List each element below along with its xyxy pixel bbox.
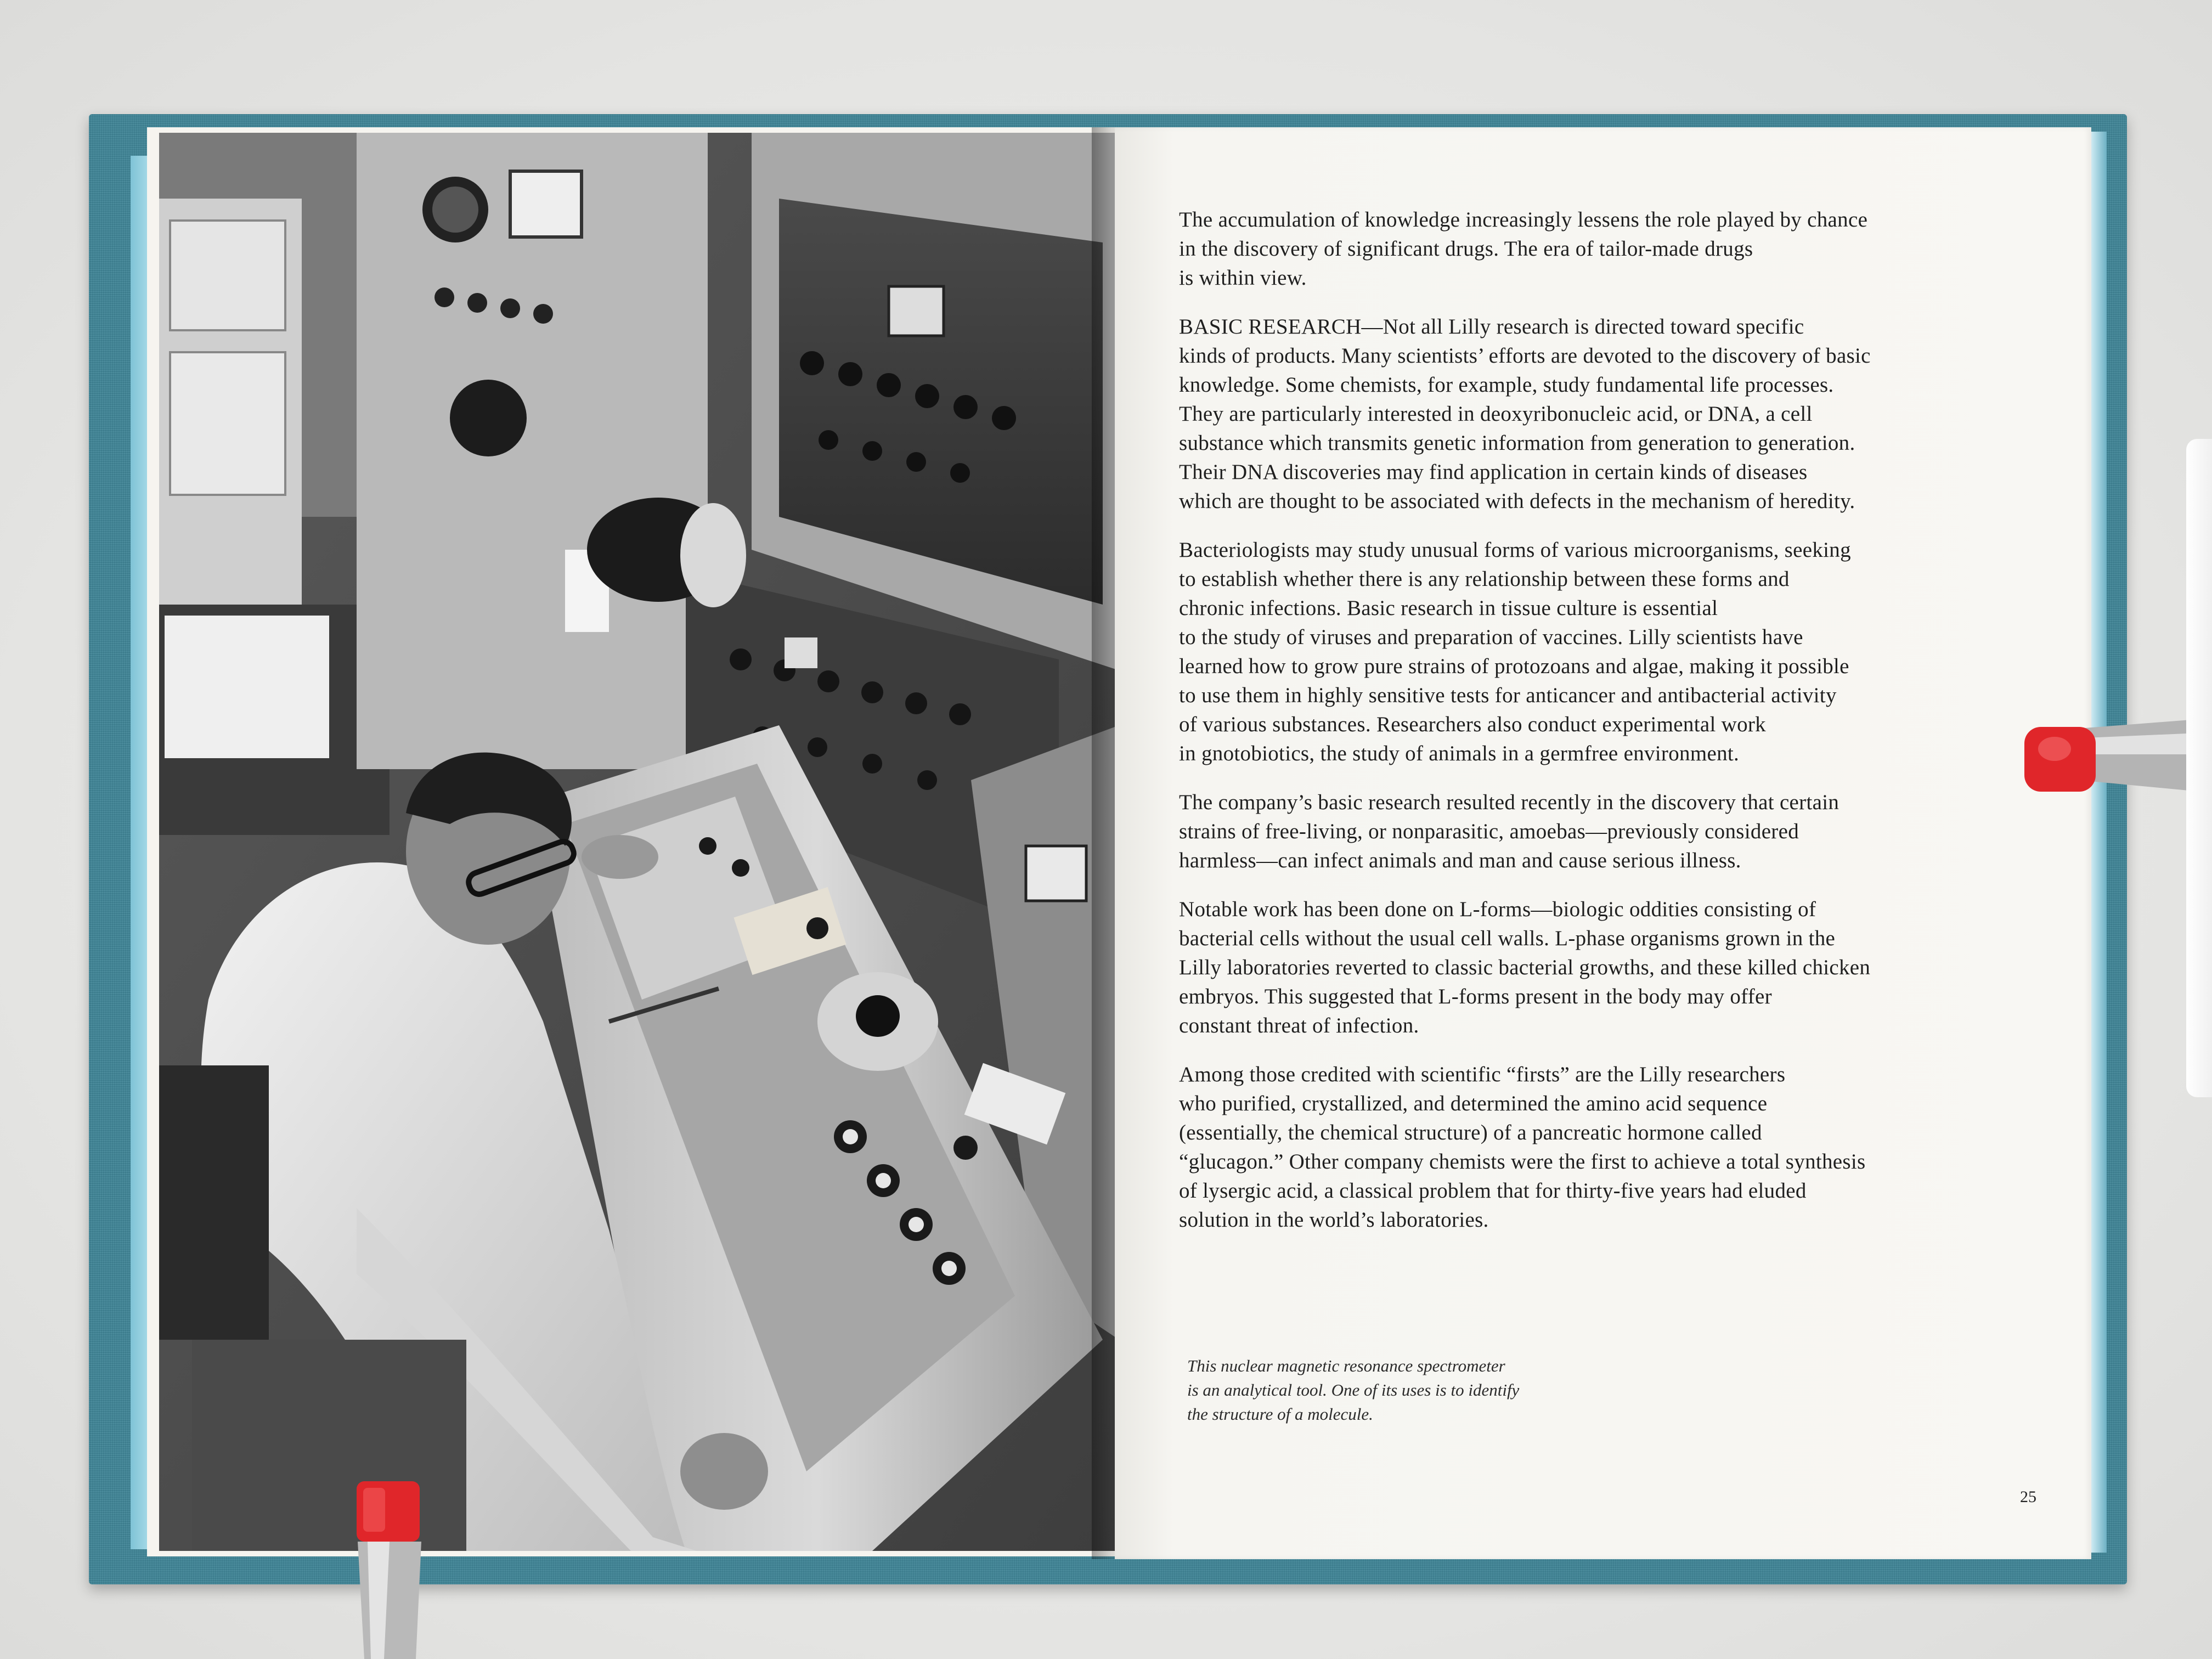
paragraph-amoebas: The company’s basic research resulted recently in the discovery that certain strains of free-living, or nonparasitic, amoebas—previously considered harmless—can infect animals and man and cause serious illness. (1179, 791, 1839, 872)
right-page (1115, 127, 2091, 1559)
photo-caption: This nuclear magnetic resonance spectrometer is an analytical tool. One of its uses is to identify the structure of a molecule. (1187, 1356, 1520, 1424)
binder-clip-right (2024, 716, 2212, 798)
background-object-right (2186, 439, 2212, 1097)
clip-icon (351, 1481, 428, 1659)
page-number: 25 (2020, 1488, 2036, 1506)
photo-illustration (159, 133, 1119, 1551)
body-text (1179, 205, 1996, 1254)
paragraph-basic-research: BASIC RESEARCH—Not all Lilly research is directed toward specific kinds of products. Many scientists’ efforts are devoted to the discovery of basic knowledge. Some chemists, for example, study fundamental life processes. They are particularly interested in deoxyribonucleic acid, or DNA, a cell substance which transmits genetic information from generation to generation. Their DNA discoveries may find application in certain kinds of diseases which are thought to be associated with defects in the mechanism of heredity. (1179, 315, 1871, 513)
left-page (147, 127, 1122, 1556)
spectrometer-photo (159, 133, 1119, 1551)
paragraph-firsts: Among those credited with scientific “firsts” are the Lilly researchers who purified, crystallized, and determined the amino acid sequence (essentially, the chemical structure) of a pancreatic hormone called “glucagon.” Other company chemists were the first to achieve a total synthesis of lysergic acid, a classical problem that for thirty-five years had eluded solution in the world’s laboratories. (1179, 1063, 1866, 1232)
paragraph-intro: The accumulation of knowledge increasingly lessens the role played by chance in the discovery of significant drugs. The era of tailor-made drugs is within view. (1179, 208, 1868, 290)
binder-clip-bottom (351, 1481, 428, 1659)
clip-icon-right (2024, 716, 2212, 798)
paragraph-bacteriologists: Bacteriologists may study unusual forms of various microorganisms, seeking to establish whether there is any relationship between these forms and chronic infections. Basic research in tissue culture is essential to the study of viruses and preparation of vaccines. Lilly scientists have learned how to grow pure strains of protozoans and algae, making it possible to use them in highly sensitive tests for anticancer and antibacterial activity of various substances. Researchers also conduct experimental work in gnotobiotics, the study of animals in a germfree environment. (1179, 538, 1851, 765)
paragraph-l-forms: Notable work has been done on L-forms—biologic oddities consisting of bacterial cells without the usual cell walls. L-phase organisms grown in the Lilly laboratories reverted to classic bacterial growths, and these killed chicken embryos. This suggested that L-forms present in the body may offer constant threat of infection. (1179, 898, 1871, 1037)
